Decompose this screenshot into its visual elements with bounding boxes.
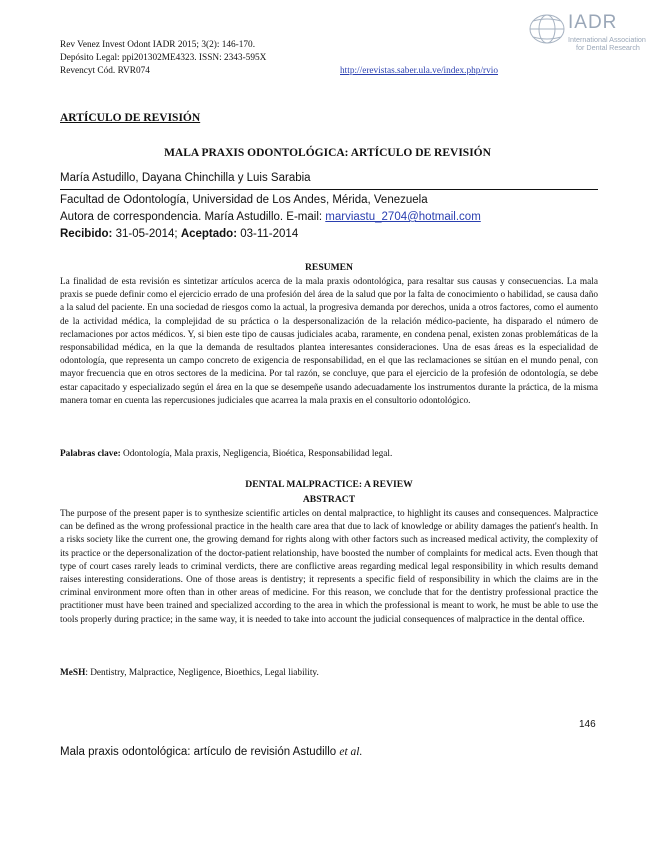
- running-head: [60, 746, 362, 758]
- logo-name: IADR: [568, 12, 618, 33]
- logo-subtitle: [568, 36, 646, 52]
- affiliation: Facultad de Odontología, Universidad de Los Andes, Mérida, Venezuela: [60, 194, 428, 206]
- dates: [60, 228, 298, 240]
- correspondence-label: Autora de correspondencia. María Astudillo. E-mail:: [60, 211, 326, 223]
- running-head-text: Mala praxis odontológica: artículo de revisión Astudillo: [60, 746, 340, 758]
- received-date: 31-05-2014;: [112, 228, 181, 240]
- section-label: ARTÍCULO DE REVISIÓN: [60, 112, 201, 124]
- logo-subtitle-line1: International Association: [568, 35, 646, 44]
- logo-subtitle-line2: for Dental Research: [576, 43, 640, 52]
- keywords-list: Odontología, Mala praxis, Negligencia, Bioética, Responsabilidad legal.: [120, 449, 393, 459]
- article-title: MALA PRAXIS ODONTOLÓGICA: ARTÍCULO DE REVISIÓN: [164, 147, 491, 159]
- resumen-heading: RESUMEN: [305, 262, 353, 273]
- accepted-label: Aceptado:: [180, 228, 238, 240]
- legal-deposit: Depósito Legal: ppi201302ME4323. ISSN: 2343-595X: [60, 53, 267, 63]
- mesh-label: MeSH: [60, 668, 86, 678]
- mesh-list: : Dentistry, Malpractice, Negligence, Bioethics, Legal liability.: [85, 668, 319, 678]
- resumen-text: La finalidad de esta revisión es sintetizar artículos acerca de la mala praxis odontológica, para resaltar sus causas y consecuencias. La mala praxis se puede definir como el ejercicio errado de una profesión del área de la salud que por la falta de conocimiento o habilidad, se causa daño a la salud del paciente. En una sociedad de riesgos como la actual, la progresiva demanda por derechos, unida a otros factores, como el aumento de la actividad médica, la complejidad de su práctica o la despersonalización de la relación médico-paciente, ha disparado el número de reclamaciones por actos médicos. Y, si bien este tipo de causas judiciales acaba, raramente, en condena penal, existen zonas problemáticas de la responsabilidad médica, en la que la demanda de resultados plantea interesantes consideraciones. Una de esas áreas es la especialidad de odontología, que representa un campo concreto de exigencia de responsabilidad, en el que las reclamaciones se sitúan en el mundo penal, con mayor frecuencia que en otros sectores de la medicina. Por tal razón, se concluye, que para el ejercicio de la profesión de odontología, se debe estar capacitado y especializado según el área en la que se desempeñe usando adecuadamente los instrumentos durante la práctica, de la misma manera tomar en cuenta las repercusiones judiciales que acarrea la mala praxis en el consultorio odontológico.: [60, 277, 598, 406]
- authors: María Astudillo, Dayana Chinchilla y Luis Sarabia: [60, 172, 311, 184]
- page-number: 146: [579, 719, 596, 730]
- running-head-etal: et al.: [339, 746, 363, 758]
- keywords-label: Palabras clave:: [60, 449, 121, 459]
- correspondence: [60, 209, 481, 226]
- globe-icon: [528, 12, 566, 46]
- received-label: Recibido:: [60, 228, 113, 240]
- accepted-date: 03-11-2014: [237, 228, 299, 240]
- author-divider: [60, 189, 598, 190]
- iadr-logo: [528, 10, 646, 66]
- journal-url-link[interactable]: http://erevistas.saber.ula.ve/index.php/rvio: [340, 66, 499, 76]
- english-title: DENTAL MALPRACTICE: A REVIEW: [245, 479, 413, 490]
- keywords: [60, 449, 598, 459]
- abstract-text: The purpose of the present paper is to synthesize scientific articles on dental malpractice, to highlight its causes and consequences. Malpractice can be defined as the wrong professional practice in the health care area that due to lack of knowledge or ability damages the patient's health. In a risks society like the current one, the growing demand for rights along with other factors such as increased medical activity, the complexity of its practice or the depersonalization of the doctor-patient relationship, have boosted the number of complaints for medical acts. Even though that type of court cases rarely leads to criminal verdicts, there are conflictive areas regarding medical legal responsibility in which results demand raises interesting considerations. One of those areas is dentistry; it represents a specific field of responsibility in which the claims are in the criminal environment more often than in other areas of medicine. For this reason, we conclude that for the dentistry professional practice the practitioner must have been trained and specialized according to the area in which the professional is meant to work, he must be able to use the tools properly during practice; in the same way, it is needed to take into account the judicial consequences of malpractice in the dental office.: [60, 509, 598, 625]
- mesh-terms: [60, 668, 598, 678]
- revencyt-code: Revencyt Cód. RVR074: [60, 66, 150, 76]
- journal-citation: Rev Venez Invest Odont IADR 2015; 3(2): 146-170.: [60, 40, 256, 50]
- email-link[interactable]: marviastu_2704@hotmail.com: [325, 211, 481, 223]
- abstract-heading: ABSTRACT: [302, 494, 356, 505]
